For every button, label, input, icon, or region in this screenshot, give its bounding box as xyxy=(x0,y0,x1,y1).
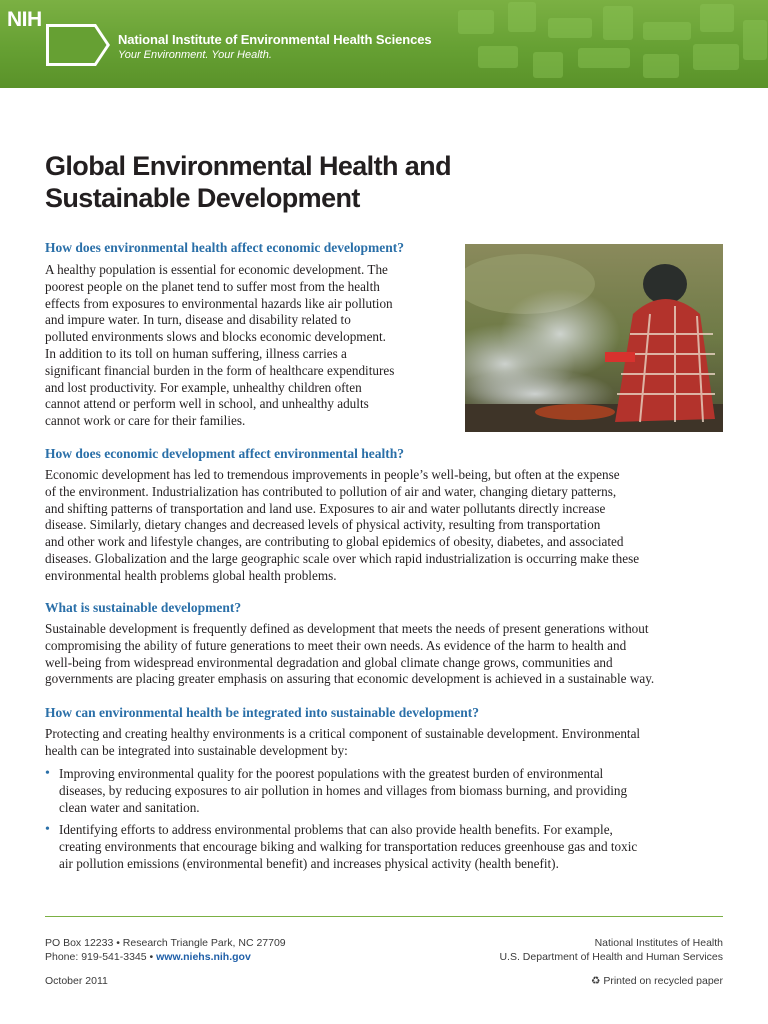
text-line: health can be integrated into sustainable development by: xyxy=(45,742,348,758)
footer-address: PO Box 12233 • Research Triangle Park, NC 27709 xyxy=(45,937,286,949)
text-line: diseases, by reducing exposures to air pollution in homes and villages from biomass burning, and providing xyxy=(59,782,628,798)
text-line: of the environment. Industrialization has contributed to pollution of air and water, changing dietary patterns, xyxy=(45,483,617,499)
text-line: Sustainable development is frequently defined as development that meets the needs of present generations without xyxy=(45,621,649,636)
footer-date: October 2011 xyxy=(45,975,108,987)
recycled-paper-note: ♻ Printed on recycled paper xyxy=(591,975,723,987)
section-heading: How does economic development affect environmental health? xyxy=(45,446,404,461)
section-heading: How does environmental health affect economic development? xyxy=(45,240,404,255)
section-heading: What is sustainable development? xyxy=(45,600,242,615)
section-paragraph xyxy=(45,621,654,688)
text-line: poorest people on the planet tend to suffer most from the health xyxy=(45,278,380,294)
text-line: • Improving environmental quality for the poorest populations with the greatest burden of environmental xyxy=(59,766,604,781)
text-line: clean water and sanitation. xyxy=(59,799,200,815)
text-line: cannot attend or perform well in school, and unhealthy adults xyxy=(45,396,369,412)
nih-logo xyxy=(46,24,110,66)
section-paragraph xyxy=(45,262,394,430)
text-line: and shifting patterns of transportation and land use. Exposures to air and water pollutants directly increase xyxy=(45,500,606,516)
text-line: In addition to its toll on human suffering, illness carries a xyxy=(45,345,347,361)
footer-agency-hhs: U.S. Department of Health and Human Services xyxy=(499,951,723,963)
text-line: compromising the ability of future generations to meet their own needs. As evidence of the harm to health and xyxy=(45,637,627,653)
org-tagline: Your Environment. Your Health. xyxy=(118,49,272,61)
website-link[interactable]: www.niehs.nih.gov xyxy=(156,951,251,963)
header-banner xyxy=(0,0,768,88)
cooking-fire-photo xyxy=(465,244,723,432)
list-item xyxy=(45,766,637,816)
footer-phone: Phone: 919-541-3345 • xyxy=(45,951,157,963)
text-line: environmental health problems global health problems. xyxy=(45,567,337,583)
footer-contact xyxy=(45,950,251,964)
bullet-list xyxy=(45,766,637,879)
text-line: Protecting and creating healthy environments is a critical component of sustainable development. Environmental xyxy=(45,726,641,741)
text-line: and impure water. In turn, disease and disability related to xyxy=(45,312,351,328)
nih-logo-text: NIH xyxy=(7,8,42,31)
text-line: Economic development has led to tremendous improvements in people’s well-being, but often at the expense xyxy=(45,467,620,482)
text-line: • Identifying efforts to address environmental problems that can also provide health benefits. For example, xyxy=(59,822,613,838)
text-line: effects from exposures to environmental hazards like air pollution xyxy=(45,295,393,311)
text-line: creating environments that encourage biking and walking for transportation reduces greenhouse gas and toxic xyxy=(59,839,638,855)
photo-illustration xyxy=(465,244,723,432)
text-line: and other work and lifestyle changes, are contributing to global epidemics of obesity, diabetes, and associated xyxy=(45,534,624,550)
decorative-pattern xyxy=(438,0,768,88)
text-line: disease. Similarly, dietary changes and decreased levels of physical activity, resulting from transportation xyxy=(45,517,601,533)
text-line: governments are placing greater emphasis on assuring that economic development is achieved in a sustainable way. xyxy=(45,671,655,687)
org-name: National Institute of Environmental Health Sciences xyxy=(118,32,432,47)
text-line: cannot work or care for their families. xyxy=(45,413,246,429)
text-line: polluted environments slows and blocks economic development. xyxy=(45,329,386,345)
footer-agency-nih: National Institutes of Health xyxy=(594,937,723,949)
text-line: significant financial burden in the form of healthcare expenditures xyxy=(45,362,395,378)
text-line: air pollution emissions (environmental benefit) and increases physical activity (health benefit). xyxy=(59,855,559,871)
text-line: diseases. Globalization and the large geographic scale over which rapid industrialization is occurring make these xyxy=(45,550,640,566)
page-title xyxy=(45,150,605,214)
section-paragraph xyxy=(45,726,640,760)
list-item xyxy=(45,822,637,872)
section-paragraph xyxy=(45,467,639,585)
text-line: A healthy population is essential for economic development. The xyxy=(45,262,388,277)
title-line: Global Environmental Health and xyxy=(45,151,451,181)
section-heading: How can environmental health be integrated into sustainable development? xyxy=(45,705,480,720)
text-line: well-being from widespread environmental degradation and global climate change grows, communities and xyxy=(45,654,613,670)
title-line: Sustainable Development xyxy=(45,183,360,213)
footer-divider xyxy=(45,916,723,917)
text-line: and lost productivity. For example, unhealthy children often xyxy=(45,379,362,395)
